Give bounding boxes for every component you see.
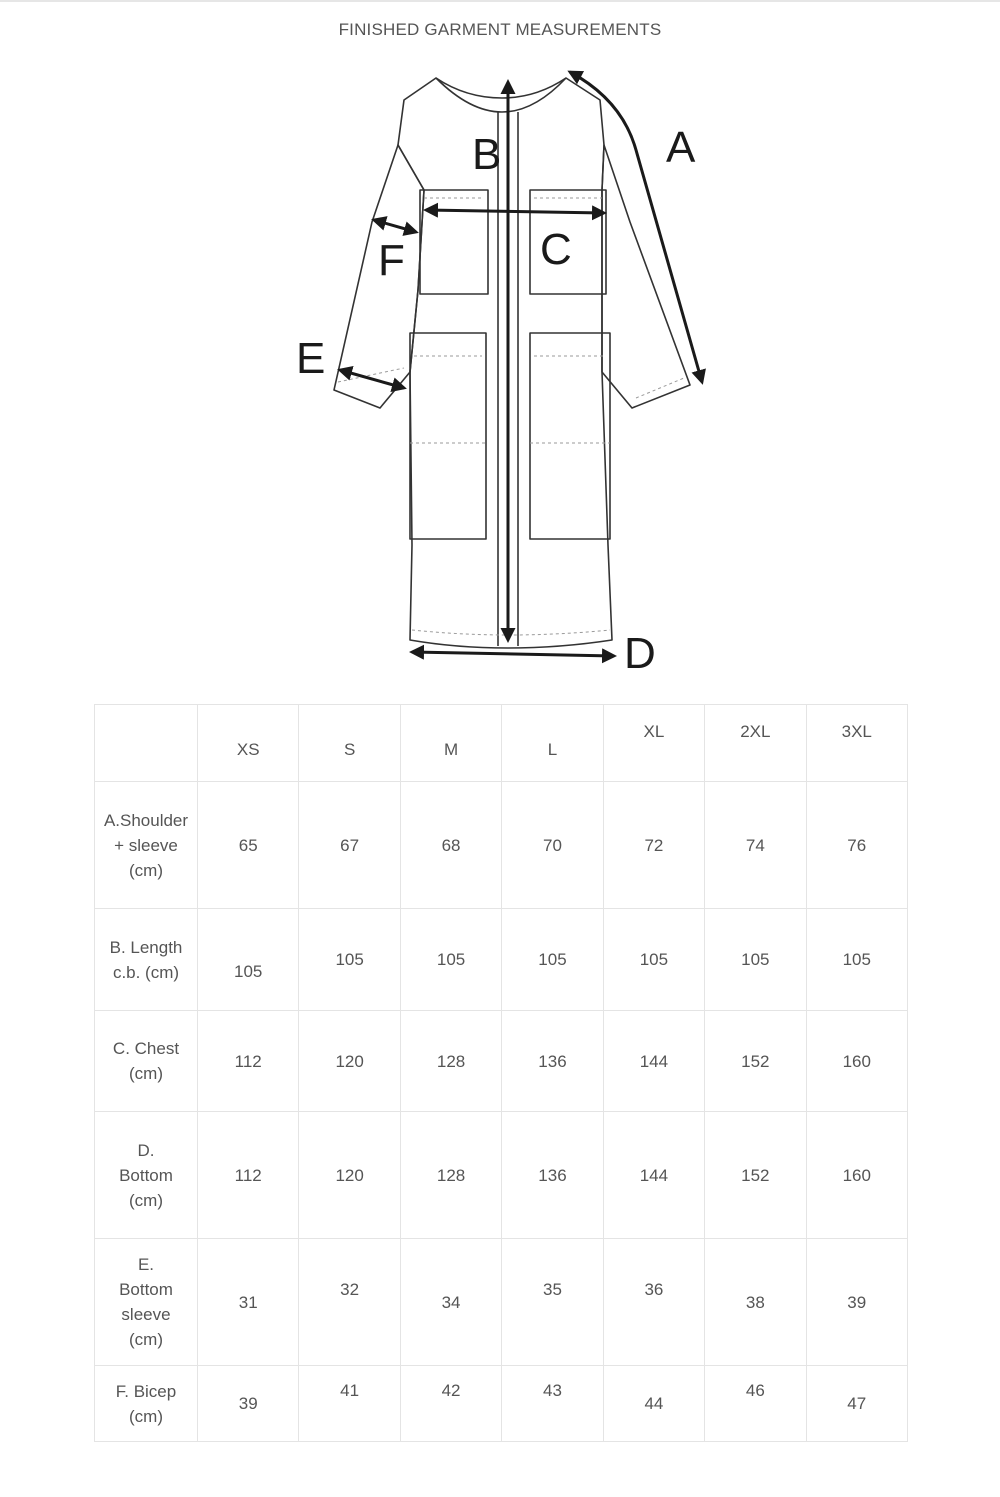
value-cell: 34 — [400, 1239, 501, 1366]
label-c: C — [540, 225, 572, 274]
value-cell: 136 — [502, 1112, 603, 1239]
value-cell: 160 — [806, 1011, 907, 1112]
row-label: B. Length c.b. (cm) — [95, 909, 198, 1011]
arrow-a — [570, 72, 702, 382]
value-cell: 105 — [299, 909, 400, 1011]
value-cell: 112 — [198, 1112, 299, 1239]
size-header: L — [502, 705, 603, 782]
value-cell: 32 — [299, 1239, 400, 1366]
size-header: XL — [603, 705, 704, 782]
value-cell: 35 — [502, 1239, 603, 1366]
value-cell: 39 — [806, 1239, 907, 1366]
value-cell: 44 — [603, 1366, 704, 1442]
table-row — [95, 1239, 908, 1366]
row-label: A.Shoulder + sleeve (cm) — [95, 782, 198, 909]
value-cell: 47 — [806, 1366, 907, 1442]
value-cell: 136 — [502, 1011, 603, 1112]
arrow-e — [340, 370, 404, 388]
value-cell: 65 — [198, 782, 299, 909]
label-d: D — [624, 629, 656, 678]
label-b: B — [472, 130, 502, 179]
value-cell: 105 — [400, 909, 501, 1011]
value-cell: 160 — [806, 1112, 907, 1239]
measurement-arrows — [340, 72, 702, 656]
value-cell: 38 — [705, 1239, 806, 1366]
value-cell: 120 — [299, 1011, 400, 1112]
value-cell: 42 — [400, 1366, 501, 1442]
label-f: F — [378, 236, 405, 285]
value-cell: 70 — [502, 782, 603, 909]
value-cell: 112 — [198, 1011, 299, 1112]
value-cell: 76 — [806, 782, 907, 909]
table-row — [95, 1112, 908, 1239]
value-cell: 105 — [603, 909, 704, 1011]
value-cell: 128 — [400, 1112, 501, 1239]
value-cell: 152 — [705, 1011, 806, 1112]
measurement-labels — [296, 123, 696, 678]
value-cell: 105 — [806, 909, 907, 1011]
value-cell: 105 — [198, 909, 299, 1011]
size-header: M — [400, 705, 501, 782]
size-header: 3XL — [806, 705, 907, 782]
size-header: S — [299, 705, 400, 782]
label-a: A — [666, 123, 696, 172]
value-cell: 152 — [705, 1112, 806, 1239]
value-cell: 120 — [299, 1112, 400, 1239]
arrow-c — [426, 210, 604, 213]
value-cell: 31 — [198, 1239, 299, 1366]
value-cell: 46 — [705, 1366, 806, 1442]
table-corner-cell — [95, 705, 198, 782]
value-cell: 68 — [400, 782, 501, 909]
table-row — [95, 1011, 908, 1112]
value-cell: 144 — [603, 1112, 704, 1239]
row-label: E. Bottom sleeve (cm) — [95, 1239, 198, 1366]
table-row — [95, 1366, 908, 1442]
garment-diagram — [0, 0, 1000, 700]
value-cell: 43 — [502, 1366, 603, 1442]
size-header: 2XL — [705, 705, 806, 782]
size-chart-table — [94, 704, 908, 1442]
table-row — [95, 909, 908, 1011]
value-cell: 144 — [603, 1011, 704, 1112]
arrow-d — [412, 652, 614, 656]
page-title: FINISHED GARMENT MEASUREMENTS — [338, 20, 662, 39]
value-cell: 74 — [705, 782, 806, 909]
value-cell: 41 — [299, 1366, 400, 1442]
table-row — [95, 782, 908, 909]
label-e: E — [296, 334, 326, 383]
table-header-row — [95, 705, 908, 782]
value-cell: 105 — [502, 909, 603, 1011]
value-cell: 36 — [603, 1239, 704, 1366]
coat-outline — [334, 78, 690, 648]
row-label: C. Chest (cm) — [95, 1011, 198, 1112]
value-cell: 72 — [603, 782, 704, 909]
value-cell: 67 — [299, 782, 400, 909]
value-cell: 105 — [705, 909, 806, 1011]
arrow-f — [374, 220, 416, 232]
size-header: XS — [198, 705, 299, 782]
row-label: D. Bottom (cm) — [95, 1112, 198, 1239]
row-label: F. Bicep (cm) — [95, 1366, 198, 1442]
value-cell: 39 — [198, 1366, 299, 1442]
value-cell: 128 — [400, 1011, 501, 1112]
